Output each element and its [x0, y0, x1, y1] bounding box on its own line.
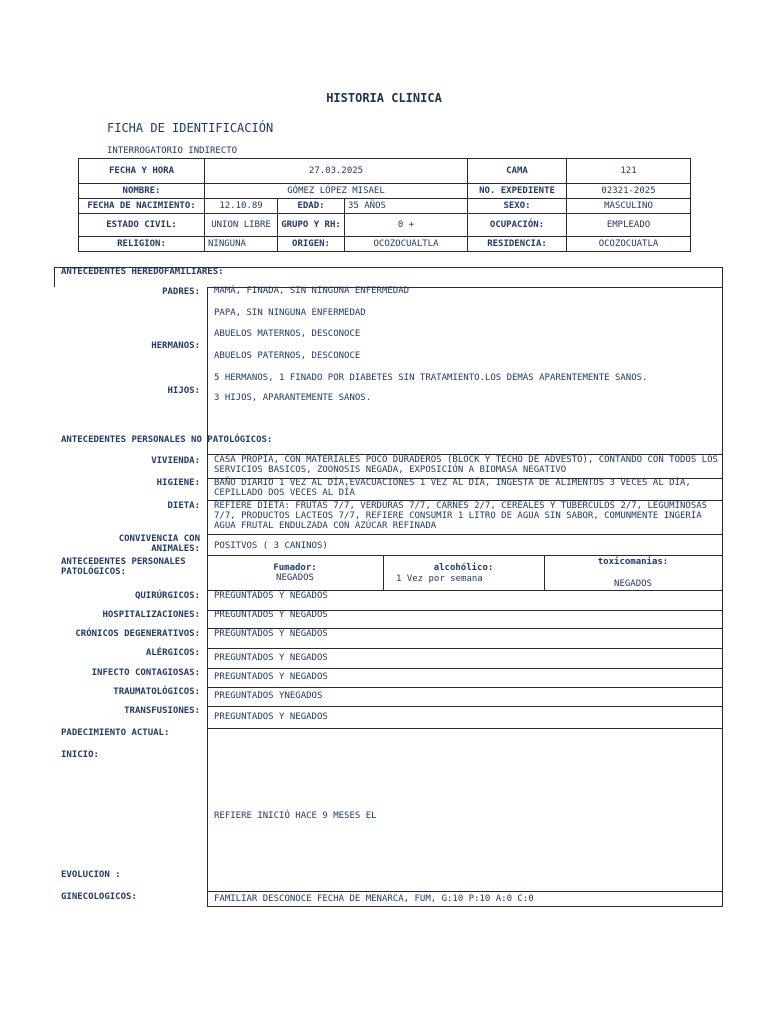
- patologicos-heading: ANTECEDENTES PERSONALES PATOLÓGICOS:: [61, 557, 186, 577]
- ginecologicos-label: GINECOLOGICOS:: [61, 892, 137, 902]
- quirurgicos-label: QUIRÚRGICOS:: [134, 591, 200, 601]
- heredo-heading: ANTECEDENTES HEREDOFAMILIARES:: [61, 267, 224, 277]
- table-row: [79, 159, 691, 184]
- higiene-value: BAÑO DIARIO 1 VEZ AL DÍA,EVACUACIONES 1 VEZ AL DÍA, INGESTA DE ALIMENTOS 3 VECES AL DÍA, CEPILLADO DOS VECES AL DÍA: [214, 478, 691, 498]
- inicio-label: INICIO:: [61, 750, 99, 760]
- religion-value: NINGUNA: [205, 237, 278, 252]
- hermanos-label: HERMANOS:: [151, 341, 200, 351]
- heredo-line: PAPA, SIN NINGUNA ENFERMEDAD: [214, 308, 366, 318]
- nacimiento-label: FECHA DE NACIMIENTO:: [79, 199, 205, 214]
- table-row: [79, 214, 691, 237]
- heredo-line: 3 HIJOS, APARANTEMENTE SANOS.: [214, 393, 372, 403]
- no-patologicos-heading: ANTECEDENTES PERSONALES NO PATOLÓGICOS:: [61, 435, 273, 445]
- ginecologicos-value: FAMILIAR DESCONOCE FECHA DE MENARCA, FUM, G:10 P:10 A:0 C:0: [214, 894, 534, 904]
- identification-table: [78, 158, 691, 252]
- divider: [207, 728, 723, 729]
- religion-label: RELIGION:: [79, 237, 205, 252]
- vivienda-value: CASA PROPIA, CON MATERIALES POCO DURADEROS (BLOCK Y TECHO DE ADVESTO), CONTANDO CON TODOS LOS SERVICIOS BASICOS, ZOONOSIS NEGADA, EXPOSICIÓN A BIOMASA NEGATIVO: [214, 455, 718, 475]
- hospitalizaciones-label: HOSPITALIZACIONES:: [102, 610, 200, 620]
- infecto-label: INFECTO CONTAGIOSAS:: [91, 668, 200, 678]
- divider: [207, 891, 723, 892]
- quirurgicos-value: PREGUNTADOS Y NEGADOS: [214, 591, 328, 601]
- expediente-value: 02321-2025: [567, 184, 691, 199]
- convivencia-label: CONVIVENCIA CON ANIMALES:: [118, 534, 200, 554]
- dieta-label: DIETA:: [167, 501, 200, 511]
- sexo-value: MASCULINO: [567, 199, 691, 214]
- sexo-label: SEXO:: [468, 199, 567, 214]
- document-title: HISTORIA CLINICA: [326, 91, 442, 105]
- evolucion-label: EVOLUCION :: [61, 870, 121, 880]
- hijos-label: HIJOS:: [167, 386, 200, 396]
- ocupacion-label: OCUPACIÓN:: [468, 214, 567, 237]
- cronicos-label: CRÓNICOS DEGENERATIVOS:: [75, 629, 200, 639]
- heredo-line: ABUELOS MATERNOS, DESCONOCE: [214, 329, 361, 339]
- divider: [722, 267, 723, 907]
- toxico-label: toxicomanias:: [597, 557, 669, 567]
- toxico-value: NEGADOS: [614, 579, 652, 589]
- trauma-value: PREGUNTADOS YNEGADOS: [214, 691, 323, 701]
- civil-label: ESTADO CIVIL:: [79, 214, 205, 237]
- divider: [207, 706, 723, 707]
- convivencia-value: POSITVOS ( 3 CANINOS): [214, 541, 328, 551]
- cama-label: CAMA: [468, 159, 567, 184]
- cronicos-value: PREGUNTADOS Y NEGADOS: [214, 629, 328, 639]
- divider: [207, 648, 723, 649]
- nombre-value: GÓMEZ LÓPEZ MISAEL: [205, 184, 468, 199]
- civil-value: UNION LIBRE: [205, 214, 278, 237]
- fecha-hora-label: FECHA Y HORA: [79, 159, 205, 184]
- divider: [54, 267, 55, 287]
- divider: [207, 555, 723, 556]
- grupo-label: GRUPO Y RH:: [278, 214, 345, 237]
- hospitalizaciones-value: PREGUNTADOS Y NEGADOS: [214, 610, 328, 620]
- inicio-value: REFIERE INICIÓ HACE 9 MESES EL: [214, 811, 377, 821]
- alcohol-label: alcohólico:: [433, 563, 494, 573]
- divider: [207, 287, 208, 907]
- transfusiones-value: PREGUNTADOS Y NEGADOS: [214, 712, 328, 722]
- padres-label: PADRES:: [162, 287, 200, 297]
- nacimiento-value: 12.10.89: [205, 199, 278, 214]
- dieta-value: REFIERE DIETA: FRUTAS 7/7, VERDURAS 7/7, CARNES 2/7, CEREALES Y TUBERCULOS 2/7, LEGUMINOSAS 7/7, PRODUCTOS LACTEOS 7/7, REFIERE CONSUMIR 1 LITRO DE AGUA SIN SABOR, COMUNMENTE INGERÍA AGUA FRUTAL ENDULZADA CON AZÚCAR REFINADA: [214, 501, 708, 531]
- grupo-value: 0 +: [345, 214, 468, 237]
- table-row: [79, 184, 691, 199]
- residencia-label: RESIDENCIA:: [468, 237, 567, 252]
- fumador-value: NEGADOS: [276, 573, 314, 583]
- nombre-label: NOMBRE:: [79, 184, 205, 199]
- transfusiones-label: TRANSFUSIONES:: [124, 706, 200, 716]
- fumador-label: Fumador:: [273, 563, 317, 573]
- residencia-value: OCOZOCUATLA: [567, 237, 691, 252]
- divider: [207, 687, 723, 688]
- divider: [207, 668, 723, 669]
- expediente-label: NO. EXPEDIENTE: [468, 184, 567, 199]
- ocupacion-value: EMPLEADO: [567, 214, 691, 237]
- table-row: [79, 237, 691, 252]
- vivienda-label: VIVIENDA:: [151, 456, 200, 466]
- divider: [207, 534, 723, 535]
- interrogatorio-type: INTERROGATORIO INDIRECTO: [107, 146, 238, 156]
- alcohol-value: 1 Vez por semana: [396, 574, 483, 584]
- padecimiento-heading: PADECIMIENTO ACTUAL:: [61, 728, 170, 738]
- fecha-hora-value: 27.03.2025: [205, 159, 468, 184]
- heredo-line: 5 HERMANOS, 1 FINADO POR DIABETES SIN TRATAMIENTO.LOS DEMÁS APARENTEMENTE SANOS.: [214, 373, 648, 383]
- divider: [207, 906, 723, 907]
- alergicos-label: ALÉRGICOS:: [145, 648, 200, 658]
- higiene-label: HIGIENE:: [156, 478, 200, 488]
- edad-value: 35 AÑOS: [345, 199, 468, 214]
- table-row: [79, 199, 691, 214]
- infecto-value: PREGUNTADOS Y NEGADOS: [214, 672, 328, 682]
- cama-value: 121: [567, 159, 691, 184]
- origen-value: OCOZOCUALTLA: [345, 237, 468, 252]
- section-title-ficha: FICHA DE IDENTIFICACIÓN: [107, 121, 274, 135]
- origen-label: ORIGEN:: [278, 237, 345, 252]
- heredo-line: ABUELOS PATERNOS, DESCONOCE: [214, 351, 361, 361]
- alergicos-value: PREGUNTADOS Y NEGADOS: [214, 653, 328, 663]
- heredo-line: MAMÁ, FINADA, SIN NINGUNA ENFERMEDAD: [214, 286, 410, 296]
- trauma-label: TRAUMATOLÓGICOS:: [113, 687, 200, 697]
- edad-label: EDAD:: [278, 199, 345, 214]
